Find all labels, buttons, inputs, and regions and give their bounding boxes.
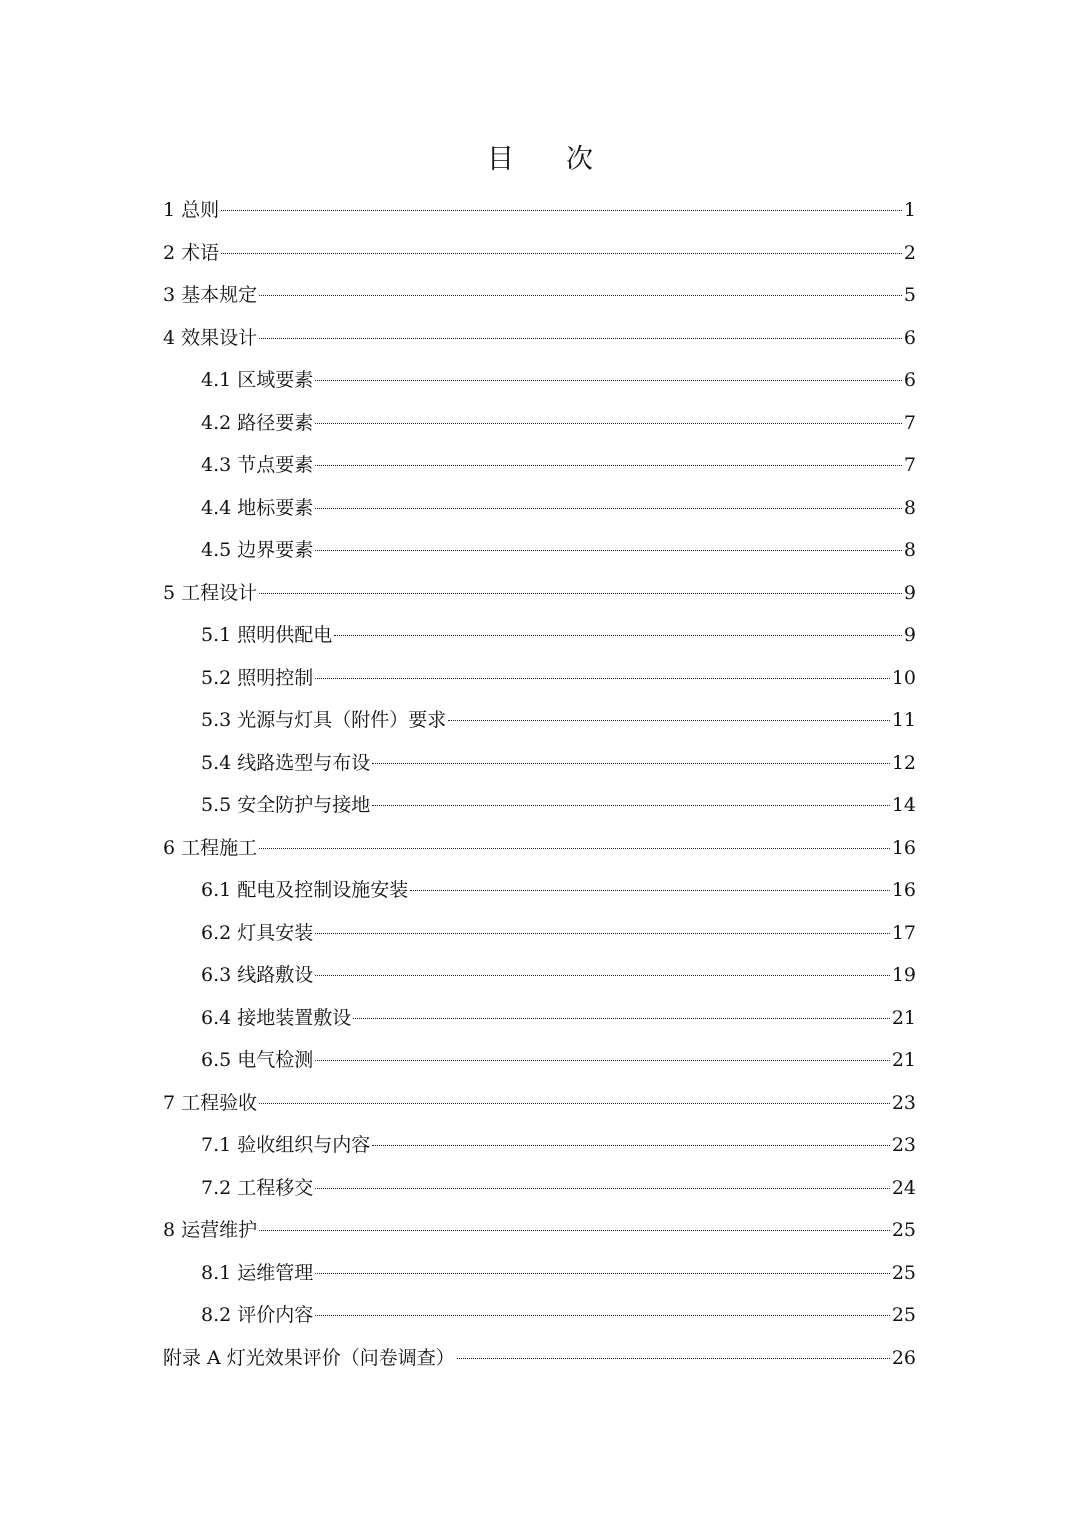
toc-entry-label: 5.4 线路选型与布设 — [201, 751, 371, 774]
dot-leader — [315, 380, 902, 381]
toc-entry-label: 2 术语 — [163, 241, 220, 264]
toc-entry-page-number: 6 — [903, 369, 916, 391]
toc-entry-label: 8.1 运维管理 — [201, 1261, 314, 1284]
dot-leader — [372, 805, 890, 806]
toc-entry[interactable] — [163, 487, 916, 530]
toc-entry-label: 5.3 光源与灯具（附件）要求 — [201, 709, 447, 731]
toc-entry-page-number: 12 — [891, 751, 916, 774]
dot-leader — [315, 508, 902, 509]
toc-entry-label: 3 基本规定 — [163, 284, 258, 306]
toc-entry-label: 4.3 节点要素 — [201, 454, 314, 476]
toc-entry-page-number: 23 — [891, 1091, 916, 1114]
toc-entry-label: 8.2 评价内容 — [201, 1304, 314, 1326]
toc-entry-label: 4.2 路径要素 — [201, 411, 314, 434]
toc-entry-page-number: 16 — [891, 879, 916, 901]
toc-entry-page-number: 7 — [903, 454, 916, 476]
toc-entry[interactable] — [163, 572, 916, 615]
dot-leader — [315, 1060, 890, 1061]
toc-entry[interactable] — [163, 997, 916, 1040]
dot-leader — [259, 1103, 890, 1104]
dot-leader — [315, 465, 902, 466]
toc-entry[interactable] — [163, 954, 916, 997]
dot-leader — [221, 253, 902, 254]
toc-entry-label: 6.1 配电及控制设施安装 — [201, 879, 409, 901]
dot-leader — [334, 635, 902, 636]
toc-entry-label: 6.4 接地装置敷设 — [201, 1006, 352, 1029]
toc-entry-page-number: 21 — [891, 1049, 916, 1071]
toc-entry[interactable] — [163, 402, 916, 445]
toc-entry-label: 6.5 电气检测 — [201, 1049, 314, 1071]
toc-entry-page-number: 25 — [891, 1304, 916, 1326]
toc-entry-label: 5.1 照明供配电 — [201, 624, 333, 646]
dot-leader — [259, 295, 902, 296]
dot-leader — [315, 550, 902, 551]
toc-entry[interactable] — [163, 189, 916, 232]
toc-entry-page-number: 24 — [891, 1176, 916, 1199]
toc-entry[interactable] — [163, 1294, 916, 1337]
toc-entry[interactable] — [163, 912, 916, 955]
toc-entry-label: 7 工程验收 — [163, 1091, 258, 1114]
toc-entry-page-number: 8 — [903, 539, 916, 561]
toc-entry-page-number: 9 — [903, 581, 916, 604]
toc-entry-label: 4.1 区域要素 — [201, 369, 314, 391]
toc-entry-page-number: 17 — [891, 921, 916, 944]
toc-entry[interactable] — [163, 657, 916, 700]
toc-entry[interactable] — [163, 529, 916, 572]
toc-entry-page-number: 1 — [903, 199, 916, 221]
toc-title: 目次 — [487, 144, 645, 175]
toc-entry[interactable] — [163, 317, 916, 360]
dot-leader — [315, 423, 902, 424]
toc-entry[interactable] — [163, 232, 916, 275]
toc-entry-label: 6.3 线路敷设 — [201, 964, 314, 986]
toc-entry-label: 4.4 地标要素 — [201, 496, 314, 519]
toc-entry-label: 5 工程设计 — [163, 581, 258, 604]
dot-leader — [448, 720, 890, 721]
toc-entry[interactable] — [163, 827, 916, 870]
toc-entry[interactable] — [163, 274, 916, 317]
toc-entry-label: 5.5 安全防护与接地 — [201, 794, 371, 816]
toc-entry[interactable] — [163, 614, 916, 657]
toc-entry[interactable] — [163, 359, 916, 402]
toc-entry[interactable] — [163, 742, 916, 785]
toc-list — [163, 189, 916, 1379]
toc-entry-label: 7.1 验收组织与内容 — [201, 1134, 371, 1156]
dot-leader — [315, 1273, 890, 1274]
toc-entry-label: 附录 A 灯光效果评价（问卷调查） — [163, 1346, 455, 1369]
dot-leader — [315, 975, 890, 976]
toc-entry[interactable] — [163, 699, 916, 742]
dot-leader — [372, 763, 890, 764]
toc-entry-page-number: 6 — [903, 326, 916, 349]
dot-leader — [315, 1188, 890, 1189]
toc-entry-label: 6.2 灯具安装 — [201, 921, 314, 944]
dot-leader — [315, 1315, 890, 1316]
toc-entry-label: 4 效果设计 — [163, 326, 258, 349]
dot-leader — [259, 848, 890, 849]
toc-entry-page-number: 26 — [891, 1346, 916, 1369]
dot-leader — [353, 1018, 890, 1019]
toc-entry-page-number: 14 — [891, 794, 916, 816]
toc-entry-page-number: 10 — [891, 666, 916, 689]
toc-entry[interactable] — [163, 1209, 916, 1252]
toc-entry-page-number: 2 — [903, 241, 916, 264]
dot-leader — [457, 1358, 890, 1359]
toc-entry-page-number: 5 — [903, 284, 916, 306]
toc-entry-label: 7.2 工程移交 — [201, 1176, 314, 1199]
toc-entry[interactable] — [163, 1124, 916, 1167]
toc-entry-page-number: 25 — [891, 1219, 916, 1241]
toc-entry-page-number: 21 — [891, 1006, 916, 1029]
toc-entry[interactable] — [163, 1082, 916, 1125]
toc-entry-page-number: 25 — [891, 1261, 916, 1284]
toc-entry-page-number: 23 — [891, 1134, 916, 1156]
toc-entry-page-number: 7 — [903, 411, 916, 434]
toc-entry-label: 5.2 照明控制 — [201, 666, 314, 689]
toc-entry-page-number: 8 — [903, 496, 916, 519]
dot-leader — [221, 210, 902, 211]
toc-entry-label: 4.5 边界要素 — [201, 539, 314, 561]
toc-entry-page-number: 11 — [891, 709, 916, 731]
dot-leader — [315, 678, 890, 679]
dot-leader — [259, 338, 902, 339]
toc-entry[interactable] — [163, 784, 916, 827]
toc-entry-page-number: 16 — [891, 836, 916, 859]
toc-entry[interactable] — [163, 1252, 916, 1295]
toc-entry[interactable] — [163, 869, 916, 912]
toc-entry[interactable] — [163, 1039, 916, 1082]
dot-leader — [410, 890, 890, 891]
toc-entry-page-number: 19 — [891, 964, 916, 986]
dot-leader — [315, 933, 890, 934]
toc-entry-label: 8 运营维护 — [163, 1219, 258, 1241]
toc-entry-label: 1 总则 — [163, 199, 220, 221]
toc-entry-page-number: 9 — [903, 624, 916, 646]
dot-leader — [372, 1145, 890, 1146]
dot-leader — [259, 1230, 890, 1231]
toc-entry[interactable] — [163, 444, 916, 487]
dot-leader — [259, 593, 902, 594]
toc-entry[interactable] — [163, 1337, 916, 1380]
toc-entry-label: 6 工程施工 — [163, 836, 258, 859]
toc-entry[interactable] — [163, 1167, 916, 1210]
